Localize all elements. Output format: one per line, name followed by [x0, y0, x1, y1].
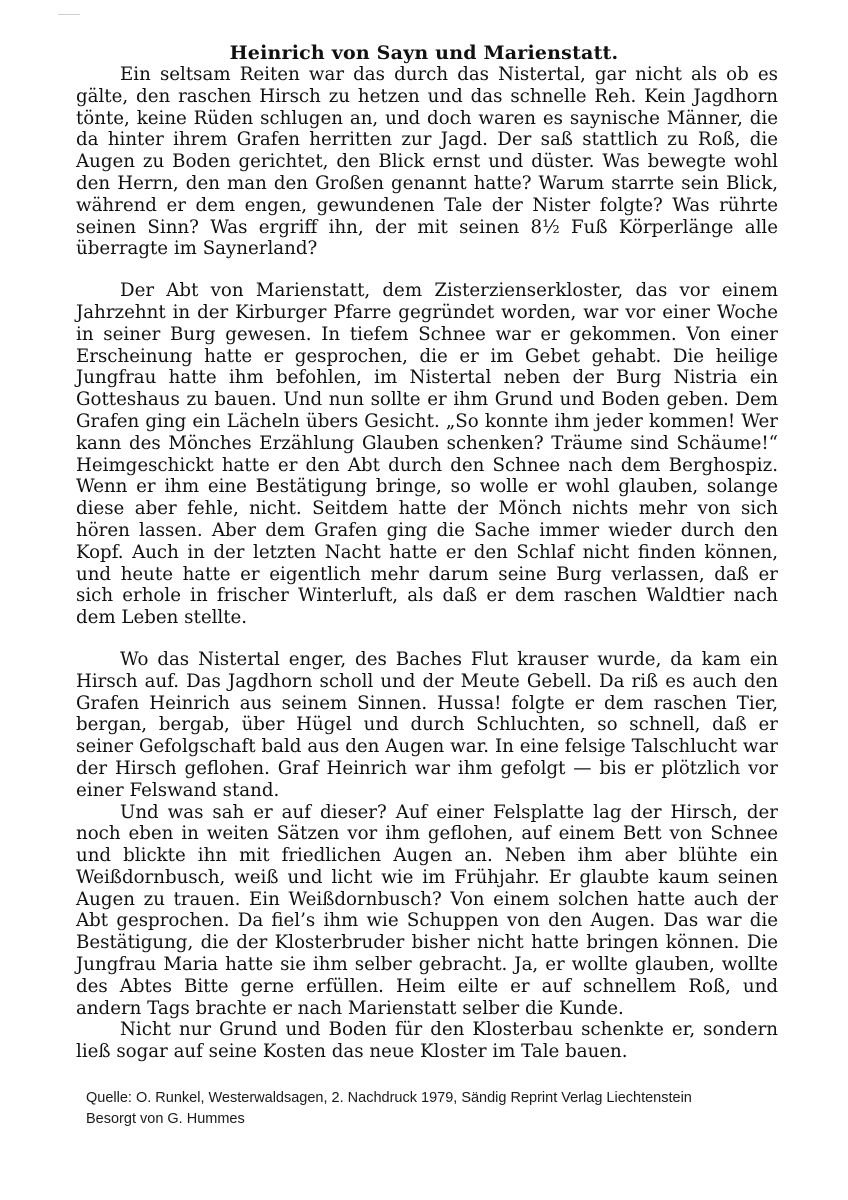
document-title: Heinrich von Sayn und Marienstatt.	[229, 42, 619, 64]
paragraph-4: Und was sah er auf dieser? Auf einer Felsplatte lag der Hirsch, der noch eben in weiten Sätzen vor ihm geflohen, auf einem Bett von Schnee und blickte ihn mit friedlichen Augen an. Neben ihm aber blühte ein Weißdornbusch, weiß und licht wie im Frühjahr. Er glaubte kaum seinen Augen zu trauen. Ein Weißdornbusch? Von einem solchen hatte auch der Abt gesprochen. Da fiel’s ihm wie Schuppen von den Augen. Das war die Bestätigung, die der Klosterbruder bisher nicht hatte bringen können. Die Jungfrau Maria hatte sie ihm selber gebracht. Ja, er wollte glauben, wollte des Abtes Bitte gerne erfüllen. Heim eilte er auf schnellem Roß, und andern Tags brachte er nach Marienstatt selber die Kunde.	[76, 801, 778, 1019]
source-line: Quelle: O. Runkel, Westerwaldsagen, 2. Nachdruck 1979, Sändig Reprint Verlag Liechtenstein	[86, 1090, 692, 1106]
scan-artifact-line	[58, 14, 80, 15]
story-body	[76, 64, 778, 1063]
source-citation	[86, 1088, 806, 1130]
paragraph-5: Nicht nur Grund und Boden für den Klosterbau schenkte er, sondern ließ sogar auf seine Kosten das neue Kloster im Tale bauen.	[76, 1019, 778, 1063]
paragraph-1: Ein seltsam Reiten war das durch das Nistertal, gar nicht als ob es gälte, den raschen Hirsch zu hetzen und das schnelle Reh. Kein Jagdhorn tönte, keine Rüden schlugen an, und doch waren es saynische Männer, die da hinter ihrem Grafen herritten zur Jagd. Der saß stattlich zu Roß, die Augen zu Boden gerichtet, den Blick ernst und düster. Was bewegte wohl den Herrn, den man den Großen genannt hatte? Warum starrte sein Blick, während er dem engen, gewundenen Tale der Nister folgte? Was rührte seinen Sinn? Was ergriff ihn, der mit seinen 8½ Fuß Körperlänge alle überragte im Saynerland?	[76, 64, 778, 260]
editor-line: Besorgt von G. Hummes	[86, 1111, 245, 1127]
paragraph-2: Der Abt von Marienstatt, dem Zisterzienserkloster, das vor einem Jahrzehnt in der Kirburger Pfarre gegründet worden, war vor einer Woche in seiner Burg gewesen. In tiefem Schnee war er gekommen. Von einer Erscheinung hatte er gesprochen, die er im Gebet gehabt. Die heilige Jungfrau hatte ihm befohlen, im Nistertal neben der Burg Nistria ein Gotteshaus zu bauen. Und nun sollte er ihm Grund und Boden geben. Dem Grafen ging ein Lächeln übers Gesicht. „So konnte ihm jeder kommen! Wer kann des Mönches Erzählung Glauben schenken? Träume sind Schäume!“ Heimgeschickt hatte er den Abt durch den Schnee nach dem Berghospiz. Wenn er ihm eine Bestätigung bringe, so wolle er wohl glauben, solange diese aber fehle, nicht. Seitdem hatte der Mönch nichts mehr von sich hören lassen. Aber dem Grafen ging die Sache immer wieder durch den Kopf. Auch in der letzten Nacht hatte er den Schlaf nicht finden können, und heute hatte er eigentlich mehr darum seine Burg verlassen, daß er sich erhole in frischer Winterluft, als daß er dem raschen Waldtier nach dem Leben stellte.	[76, 280, 778, 629]
paragraph-3: Wo das Nistertal enger, des Baches Flut krauser wurde, da kam ein Hirsch auf. Das Jagdhorn scholl und der Meute Gebell. Da riß es auch den Grafen Heinrich aus seinem Sinnen. Hussa! folgte er dem raschen Tier, bergan, bergab, über Hügel und durch Schluchten, so schnell, daß er seiner Gefolgschaft bald aus den Augen war. In eine felsige Talschlucht war der Hirsch geflohen. Graf Heinrich war ihm gefolgt — bis er plötzlich vor einer Felswand stand.	[76, 648, 778, 801]
